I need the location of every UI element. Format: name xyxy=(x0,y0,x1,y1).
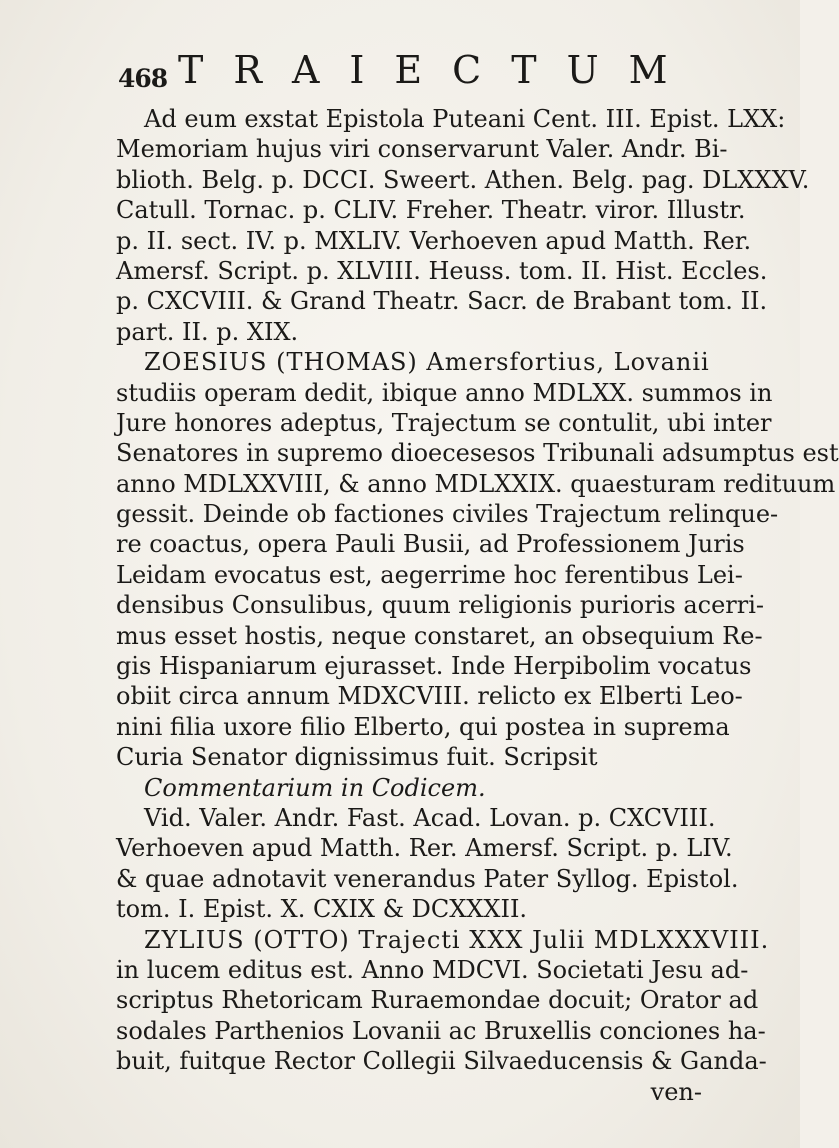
text-line: re coactus, opera Pauli Busii, ad Professionem Juris xyxy=(116,530,745,559)
text-line: anno MDLXXVIII, & anno MDLXXIX. quaesturam redituum xyxy=(116,469,836,498)
text-line: p. II. sect. IV. p. MXLIV. Verhoeven apud Matth. Rer. xyxy=(116,226,752,255)
text-line: Catull. Tornac. p. CLIV. Freher. Theatr. viror. Illustr. xyxy=(116,196,746,225)
text-line: blioth. Belg. p. DCCI. Sweert. Athen. Belg. pag. DLXXXV. xyxy=(116,165,810,194)
text-line: buit, fuitque Rector Collegii Silvaeducensis & Ganda- xyxy=(116,1047,767,1076)
text-line: part. II. p. XIX. xyxy=(116,317,299,346)
entry-heading-zoesius: ZOESIUS (THOMAS) Amersfortius, Lovanii xyxy=(144,348,710,377)
text-line: Amersf. Script. p. XLVIII. Heuss. tom. II. Hist. Eccles. xyxy=(116,256,768,285)
text-line: gessit. Deinde ob factiones civiles Trajectum relinque- xyxy=(116,500,779,529)
work-title: Commentarium in Codicem. xyxy=(144,773,486,802)
text-line: densibus Consulibus, quum religionis purioris acerri- xyxy=(116,591,765,620)
catchword: ven- xyxy=(650,1077,702,1106)
text-line: Verhoeven apud Matth. Rer. Amersf. Script. p. LIV. xyxy=(116,834,733,863)
text-line: Ad eum exstat Epistola Puteani Cent. III. Epist. LXX: xyxy=(144,105,786,133)
page-header xyxy=(118,42,738,92)
text-line: Curia Senator dignissimus fuit. Scripsit xyxy=(116,743,598,772)
text-line: Memoriam hujus viri conservarunt Valer. Andr. Bi- xyxy=(116,135,728,164)
text-line: p. CXCVIII. & Grand Theatr. Sacr. de Brabant tom. II. xyxy=(116,287,768,316)
main-text xyxy=(116,104,839,1107)
text-line: gis Hispaniarum ejurasset. Inde Herpibolim vocatus xyxy=(116,652,752,681)
text-line: Jure honores adeptus, Trajectum se contulit, ubi inter xyxy=(116,408,772,437)
text-line: mus esset hostis, neque constaret, an obsequium Re- xyxy=(116,621,763,650)
text-line: scriptus Rhetoricam Ruraemondae docuit; Orator ad xyxy=(116,986,759,1015)
text-line: Senatores in supremo dioecesesos Tribunali adsumptus est xyxy=(116,439,839,468)
text-line: nini filia uxore filio Elberto, qui postea in suprema xyxy=(116,712,730,741)
text-line: sodales Parthenios Lovanii ac Bruxellis conciones ha- xyxy=(116,1016,766,1045)
page-number: 468 xyxy=(118,64,168,93)
text-line: & quae adnotavit venerandus Pater Syllog. Epistol. xyxy=(116,864,739,893)
text-line: obiit circa annum MDXCVIII. relicto ex Elberti Leo- xyxy=(116,682,743,711)
entry-heading-zylius: ZYLIUS (OTTO) Trajecti XXX Julii MDLXXXVIII. xyxy=(144,925,770,954)
text-line: tom. I. Epist. X. CXIX & DCXXXII. xyxy=(116,895,528,924)
running-title: TRAIECTUM xyxy=(178,48,698,92)
text-line: Vid. Valer. Andr. Fast. Acad. Lovan. p. CXCVIII. xyxy=(144,803,716,832)
text-line: studiis operam dedit, ibique anno MDLXX. summos in xyxy=(116,378,773,407)
text-line: in lucem editus est. Anno MDCVI. Societati Jesu ad- xyxy=(116,955,749,984)
text-line: Leidam evocatus est, aegerrime hoc ferentibus Lei- xyxy=(116,560,743,589)
